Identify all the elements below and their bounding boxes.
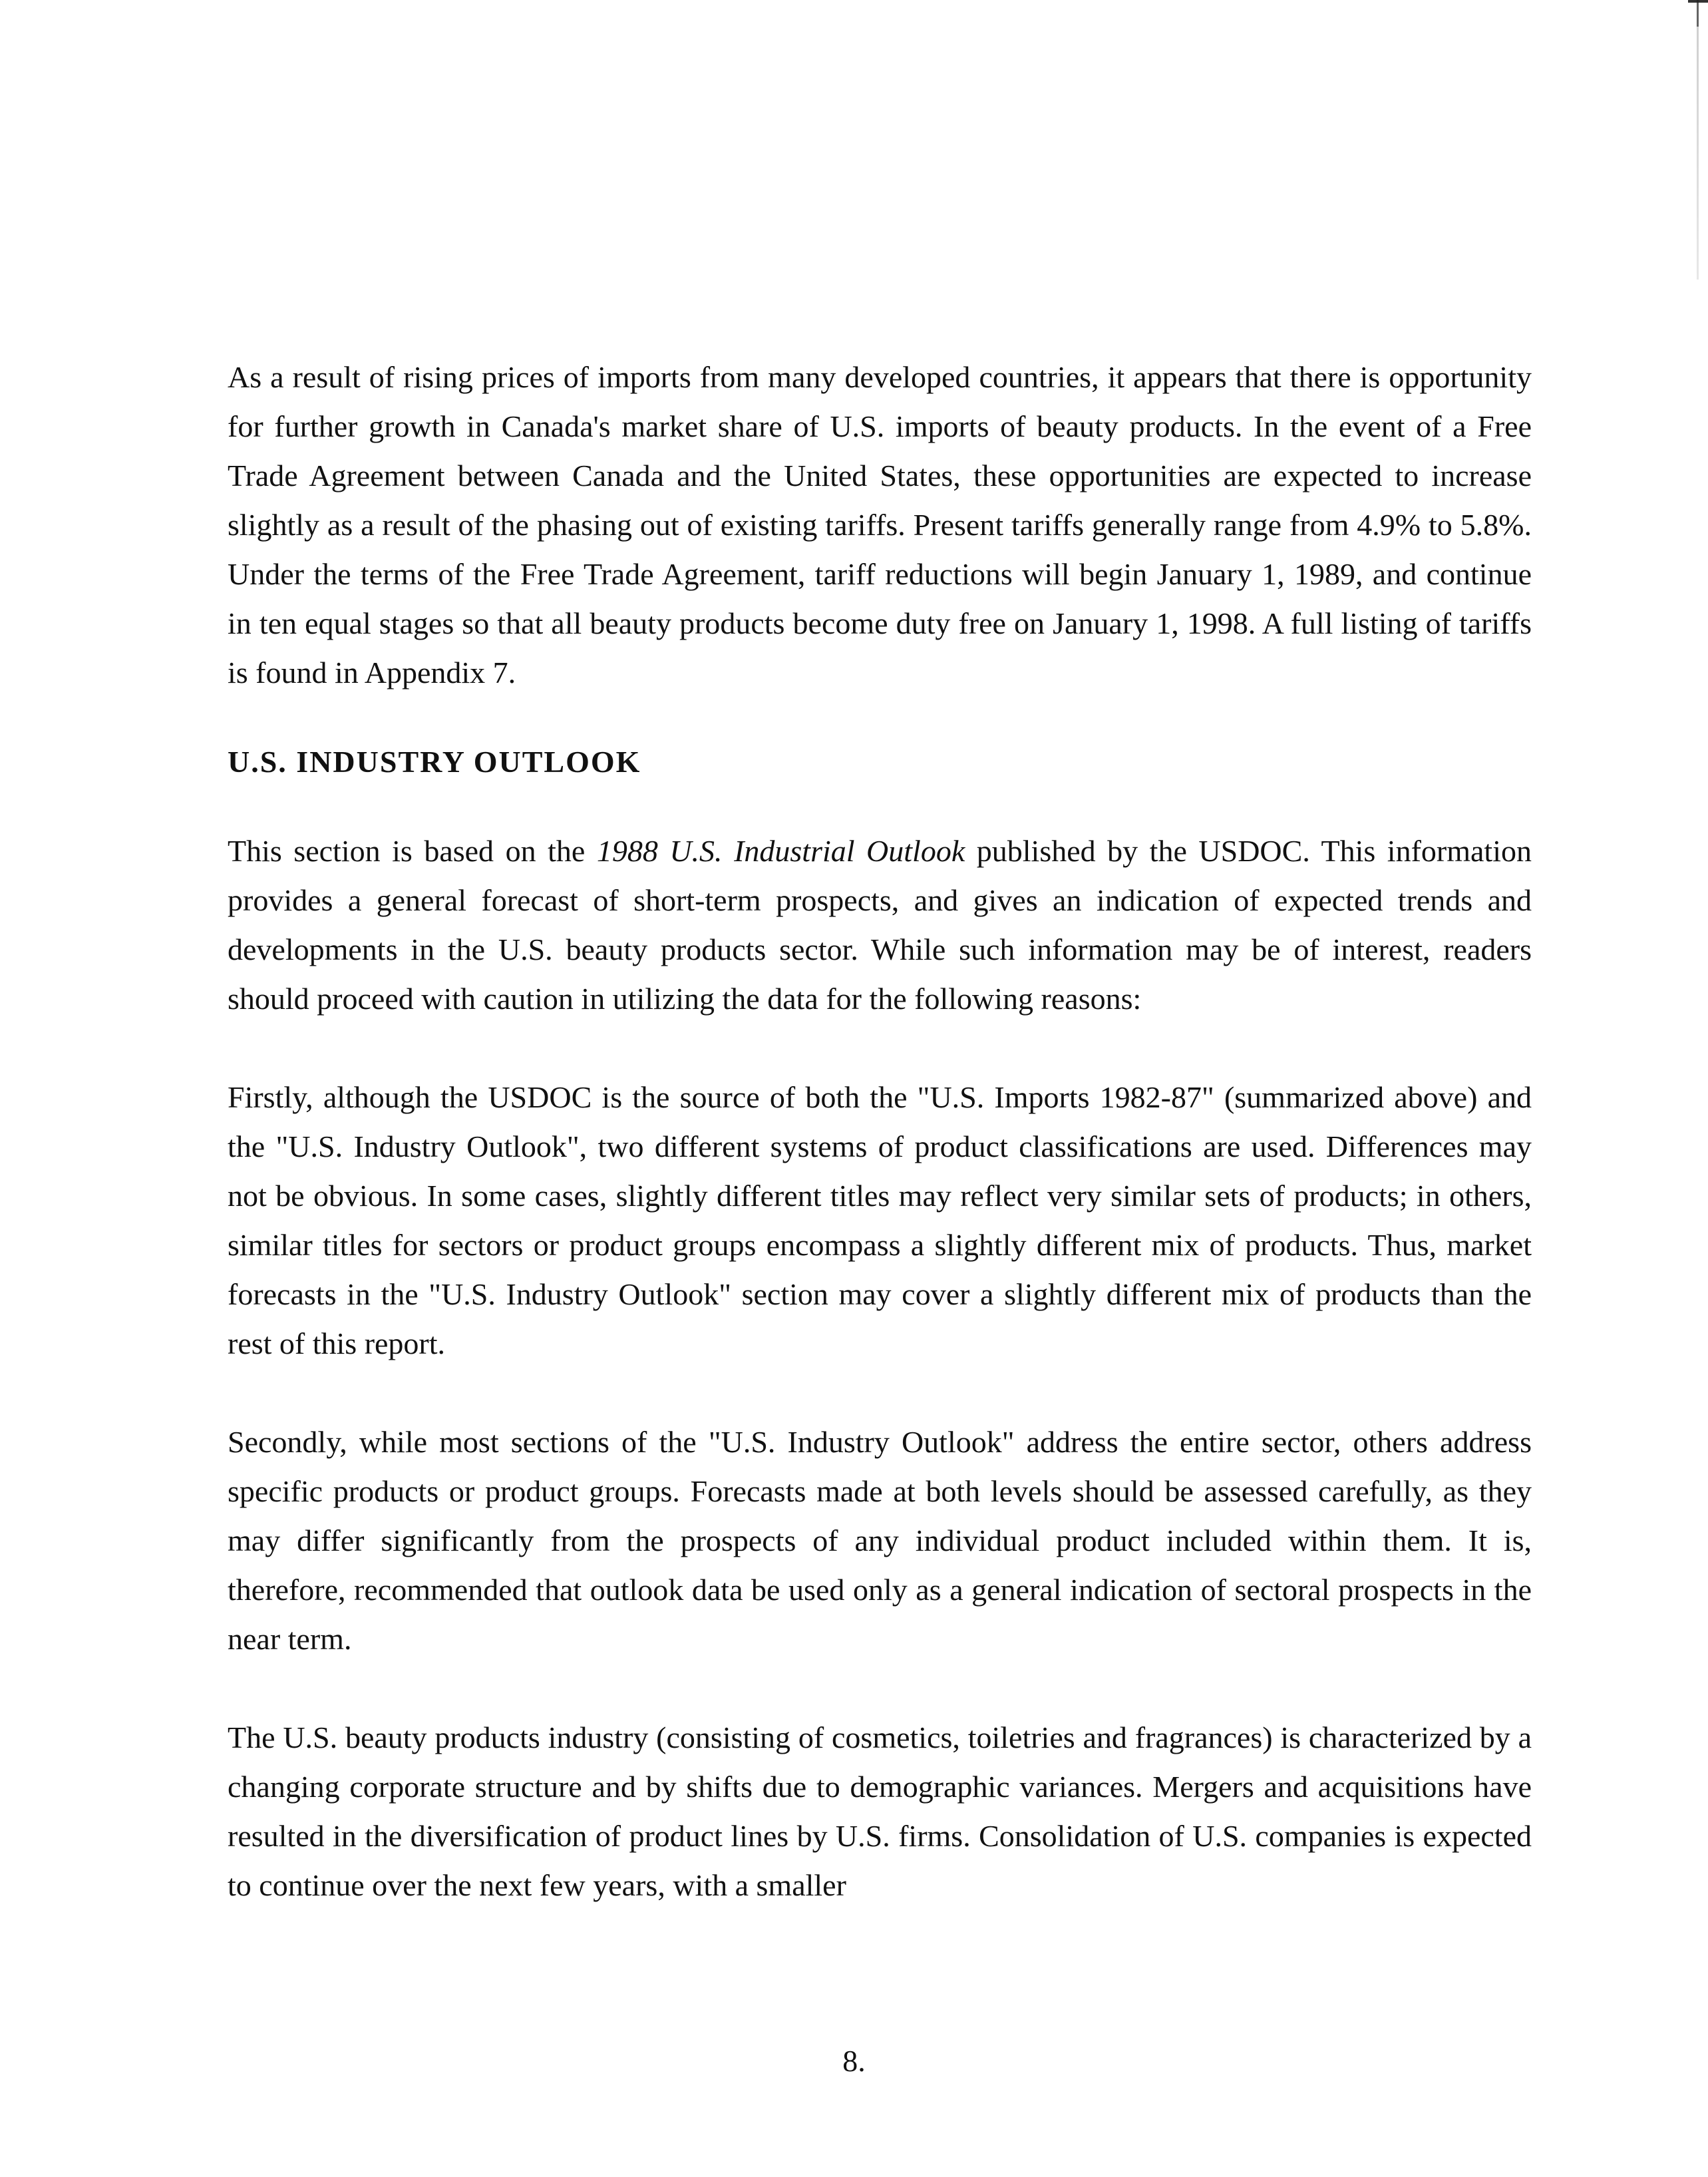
section-heading: U.S. INDUSTRY OUTLOOK xyxy=(228,745,641,779)
page-number: 8. xyxy=(842,2044,866,2078)
paragraph-secondly: Secondly, while most sections of the "U.S. Industry Outlook" address the entire sector, others address specific products or product groups. Forecasts made at both levels should be assessed carefully, as they may differ significantly from the prospects of any individual product included within them. It is, therefore, recommended that outlook data be used only as a general indication of sectoral prospects in the near term. xyxy=(228,1425,1532,1656)
scan-edge-mark xyxy=(1697,0,1699,280)
paragraph-outlook-intro xyxy=(228,827,1532,1024)
page-body xyxy=(228,353,1532,1910)
paragraph-outlook-intro-end: published by the USDOC. This information provides a general forecast of short-term prospects, and gives an indication of expected trends and developments in the U.S. beauty products sector. While such information may be of interest, readers should proceed with caution in utilizing the data for the following reasons: xyxy=(228,834,1532,1016)
paragraph-tariffs: As a result of rising prices of imports from many developed countries, it appears that there is opportunity for further growth in Canada's market share of U.S. imports of beauty products. In the event of a Free Trade Agreement between Canada and the United States, these opportunities are expected to increase slightly as a result of the phasing out of existing tariffs. Present tariffs generally range from 4.9% to 5.8%. Under the terms of the Free Trade Agreement, tariff reductions will begin January 1, 1989, and continue in ten equal stages so that all beauty products become duty free on January 1, 1998. A full listing of tariffs is found in Appendix 7. xyxy=(228,360,1532,690)
paragraph-industry: The U.S. beauty products industry (consisting of cosmetics, toiletries and fragrances) is characterized by a changing corporate structure and by shifts due to demographic variances. Mergers and acquisitions have resulted in the diversification of product lines by U.S. firms. Consolidation of U.S. companies is expected to continue over the next few years, with a smaller xyxy=(228,1720,1532,1902)
paragraph-firstly: Firstly, although the USDOC is the source of both the "U.S. Imports 1982-87" (summarized above) and the "U.S. Industry Outlook", two different systems of product classifications are used. Differences may not be obvious. In some cases, slightly different titles may reflect very similar sets of products; in others, similar titles for sectors or product groups encompass a slightly different mix of products. Thus, market forecasts in the "U.S. Industry Outlook" section may cover a slightly different mix of products than the rest of this report. xyxy=(228,1080,1532,1360)
publication-title: 1988 U.S. Industrial Outlook xyxy=(596,834,965,868)
paragraph-outlook-intro-start: This section is based on the xyxy=(228,834,597,868)
